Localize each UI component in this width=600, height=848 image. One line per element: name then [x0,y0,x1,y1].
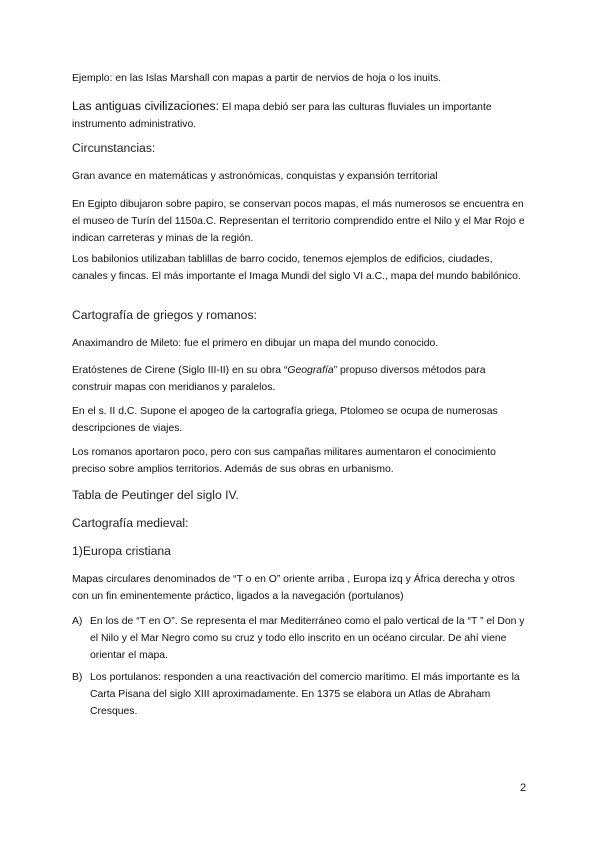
list-marker: A) [72,616,83,627]
page-number: 2 [520,782,527,794]
paragraph-eratosthenes: Eratóstenes de Cirene (Siglo III-II) en su obra “Geografía” propuso diversos métodos para construir mapas con meridianos y paralelos. [72,365,486,393]
heading-medieval: Cartografía medieval: [72,516,189,530]
paragraph-ancient-civilizations [72,98,528,133]
list-item-b: B) Los portulanos: responden a una reactivación del comercio marítimo. El más importante es la Carta Pisana del siglo XIII aproximadamente. En 1375 se elabora un Atlas de Abraham Cresques. [72,669,528,720]
paragraph-egypt: En Egipto dibujaron sobre papiro, se conservan pocos mapas, el más numerosos se encuentra en el museo de Turín del 1150a.C. Representan el territorio comprendido entre el Nilo y el Mar Rojo e indican carreteras y minas de la región. [72,199,525,244]
paragraph-babylon: Los babilonios utilizaban tablillas de barro cocido, tenemos ejemplos de edificios, ciudades, canales y fincas. El más importante el Imaga Mundi del siglo VI a.C., mapa del mundo babilónico. [72,254,521,282]
text: El mapa debió ser para las culturas fluviales un importante instrumento administrativo. [72,102,492,130]
heading-christian-europe: 1)Europa cristiana [72,544,171,558]
paragraph-circular-maps: Mapas circulares denominados de “T o en O” oriente arriba , Europa izq y África derecha y otros con un fin eminentemente práctico, ligados a la navegación (portulanos) [72,574,515,602]
list-marker: B) [72,672,83,683]
ancient-civilizations-label: Las antiguas civilizaciones: [72,99,220,113]
paragraph-ptolemy: En el s. II d.C. Supone el apogeo de la cartografía griega, Ptolomeo se ocupa de numerosas descripciones de viajes. [72,406,498,434]
paragraph-marshall [72,70,528,87]
text: Ejemplo: en las Islas Marshall con mapas a partir de nervios de hoja o los inuits. [72,73,442,84]
emphasis-geografia: Geografía [287,365,334,376]
list-item-a: A) En los de “T en O”. Se representa el mar Mediterráneo como el palo vertical de la “T ” el Don y el Nilo y el Mar Negro como su cruz y todo ello inscrito en un océano circular. De ahí viene orientar el mapa. [72,613,528,664]
heading-circumstances: Circunstancias: [72,141,156,155]
paragraph-anaximander: Anaximandro de Mileto: fue el primero en dibujar un mapa del mundo conocido. [72,338,439,349]
paragraph-romans: Los romanos aportaron poco, pero con sus campañas militares aumentaron el conocimiento preciso sobre amplios territorios. Además de sus obras en urbanismo. [72,447,496,475]
heading-peutinger: Tabla de Peutinger del siglo IV. [72,488,239,502]
heading-greeks-romans: Cartografía de griegos y romanos: [72,308,257,322]
paragraph-advances: Gran avance en matemáticas y astronómicas, conquistas y expansión territorial [72,171,438,182]
